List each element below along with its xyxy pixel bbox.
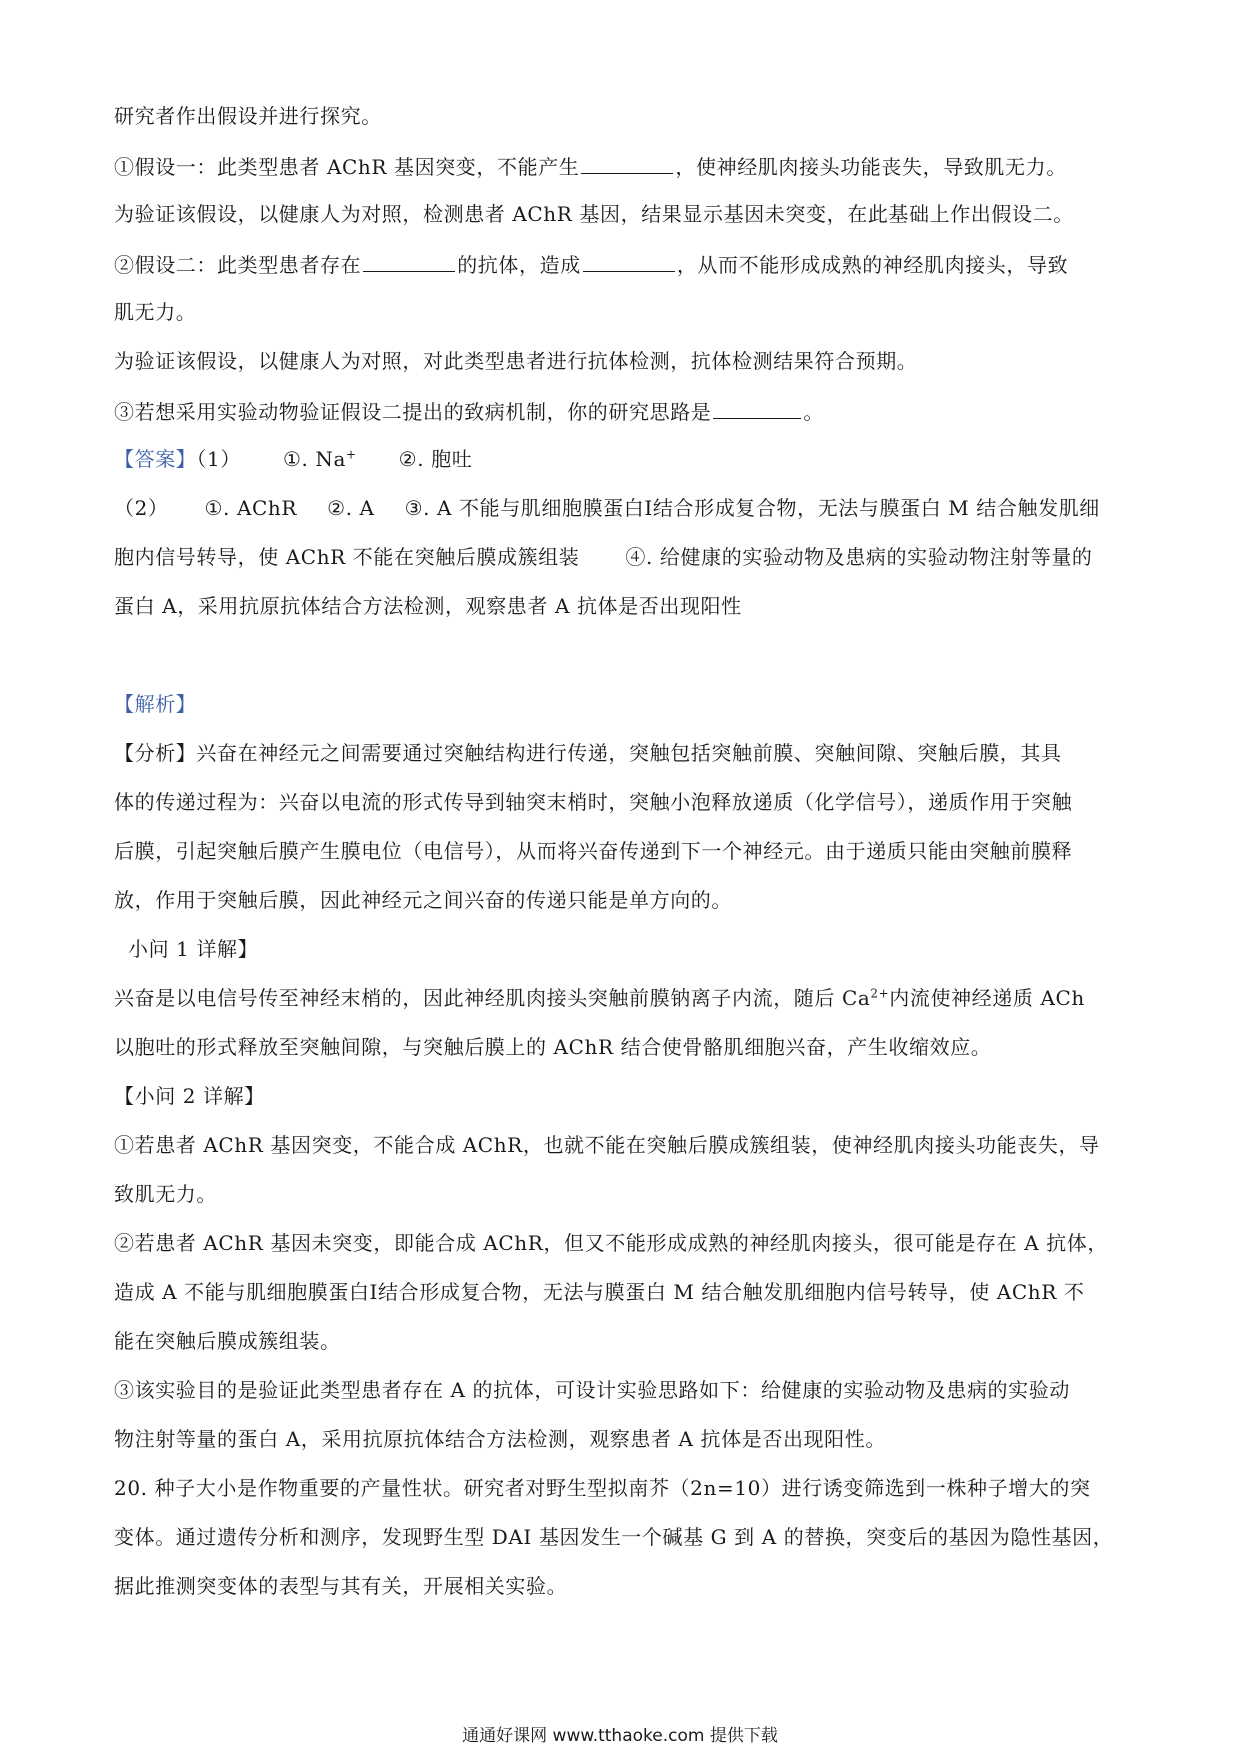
answer-part-2-cont-2: 蛋白 A，采用抗原抗体结合方法检测，观察患者 A 抗体是否出现阳性 [114, 594, 742, 618]
sub-question-2-point-2-cont-2: 能在突触后膜成簇组装。 [114, 1329, 341, 1353]
answer-part-2-cont: 胞内信号转导，使 AChR 不能在突触后膜成簇组装 ④. 给健康的实验动物及患病的实验动物注射等量的 [114, 545, 1093, 569]
question-20-line-3: 据此推测突变体的表型与其有关，开展相关实验。 [114, 1574, 568, 1598]
sub-question-2-point-2: ②若患者 AChR 基因未突变，即能合成 AChR，但又不能形成成熟的神经肌肉接头，很可能是存在 A 抗体， [114, 1231, 1109, 1255]
analysis-line-3: 后膜，引起突触后膜产生膜电位（电信号），从而将兴奋传递到下一个神经元。由于递质只能由突触前膜释 [114, 839, 1073, 863]
q19-verify-2: 为验证该假设，以健康人为对照，对此类型患者进行抗体检测，抗体检测结果符合预期。 [114, 349, 918, 373]
page-footer: 通通好课网 www.tthaoke.com 提供下载 [462, 1726, 778, 1746]
q19-hypothesis-2-cont: 肌无力。 [114, 300, 197, 324]
sub-question-2-point-1-cont: 致肌无力。 [114, 1182, 217, 1206]
q19-hypothesis-3: ③若想采用实验动物验证假设二提出的致病机制，你的研究思路是 。 [114, 396, 1134, 426]
analysis-line-4: 放，作用于突触后膜，因此神经元之间兴奋的传递只能是单方向的。 [114, 888, 732, 912]
answer-label: 【答案】 [114, 447, 197, 471]
analysis-label: 【解析】 [114, 692, 197, 716]
q19-hypothesis-1: ①假设一：此类型患者 AChR 基因突变，不能产生 ，使神经肌肉接头功能丧失，导致肌无力。 [114, 151, 1134, 181]
sub-question-2-point-3: ③该实验目的是验证此类型患者存在 A 的抗体，可设计实验思路如下：给健康的实验动物及患病的实验动 [114, 1378, 1070, 1402]
answer-blank [583, 249, 675, 272]
sub-question-2-point-2-cont: 造成 A 不能与肌细胞膜蛋白Ⅰ结合形成复合物，无法与膜蛋白 M 结合触发肌细胞内信号转导，使 AChR 不 [114, 1280, 1085, 1304]
answer-blank [581, 151, 673, 174]
sub-question-1-line-2: 以胞吐的形式释放至突触间隙，与突触后膜上的 AChR 结合使骨骼肌细胞兴奋，产生收缩效应。 [114, 1035, 992, 1059]
analysis-line-2: 体的传递过程为：兴奋以电流的形式传导到轴突末梢时，突触小泡释放递质（化学信号），递质作用于突触 [114, 790, 1073, 814]
sub-question-2-point-1: ①若患者 AChR 基因突变，不能合成 AChR，也就不能在突触后膜成簇组装，使神经肌肉接头功能丧失，导 [114, 1133, 1100, 1157]
sub-question-1-line-1: 兴奋是以电信号传至神经末梢的，因此神经肌肉接头突触前膜钠离子内流，随后 $Ca^{2+}$内流使神经递质 ACh [114, 986, 1085, 1010]
q19-intro: 研究者作出假设并进行探究。 [114, 104, 382, 128]
answer-part-1: 【答案】（1） ①. Na+ ②. 胞吐 [114, 447, 473, 471]
sub-question-1-title: 小问 1 详解】 [128, 937, 259, 961]
analysis-line-1: 【分析】兴奋在神经元之间需要通过突触结构进行传递，突触包括突触前膜、突触间隙、突触后膜，其具 [114, 741, 1062, 765]
q19-verify-1: 为验证该假设，以健康人为对照，检测患者 AChR 基因，结果显示基因未突变，在此基础上作出假设二。 [114, 202, 1074, 226]
answer-blank [363, 249, 455, 272]
question-20-line-2: 变体。通过遗传分析和测序，发现野生型 DAI 基因发生一个碱基 G 到 A 的替换，突变后的基因为隐性基因， [114, 1525, 1114, 1549]
sub-question-2-title: 【小问 2 详解】 [114, 1084, 265, 1108]
question-20-line-1: 20. 种子大小是作物重要的产量性状。研究者对野生型拟南芥（2n=10）进行诱变筛选到一株种子增大的突 [114, 1476, 1091, 1500]
sub-question-2-point-3-cont: 物注射等量的蛋白 A，采用抗原抗体结合方法检测，观察患者 A 抗体是否出现阳性。 [114, 1427, 886, 1451]
answer-blank [713, 396, 801, 419]
q19-hypothesis-2: ②假设二：此类型患者存在 的抗体，造成 ，从而不能形成成熟的神经肌肉接头，导致 [114, 249, 1134, 279]
answer-part-2: （2） ①. AChR ②. A ③. A 不能与肌细胞膜蛋白Ⅰ结合形成复合物，无法与膜蛋白 M 结合触发肌细 [114, 496, 1100, 520]
